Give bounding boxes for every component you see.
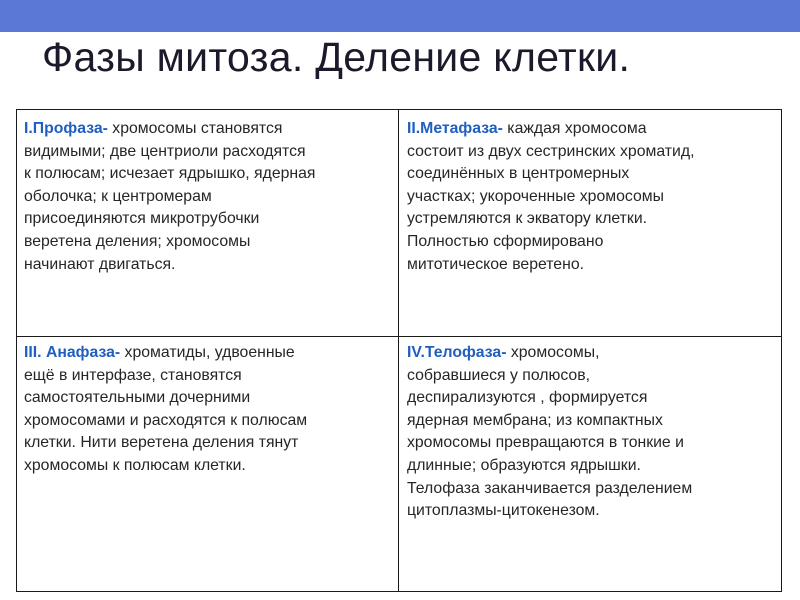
cell-line: начинают двигаться. <box>24 255 176 273</box>
table-column-divider <box>398 110 399 591</box>
cell-line: хромосомы, <box>506 344 600 361</box>
cell-line: хромосомами и расходятся к полюсам <box>24 411 308 429</box>
phase-label-metaphase: II.Метафаза- <box>407 120 503 137</box>
cell-line: собравшиеся у полюсов, <box>407 366 590 384</box>
cell-line: длинные; образуются ядрышки. <box>407 456 641 474</box>
top-accent-bar <box>0 0 800 32</box>
cell-line: хромосомы к полюсам клетки. <box>24 456 246 474</box>
cell-line: видимыми; две центриоли расходятся <box>24 142 306 160</box>
cell-line: деспирализуются , формируется <box>407 389 648 407</box>
cell-line: каждая хромосома <box>502 120 647 137</box>
cell-line: митотическое веретено. <box>407 255 584 273</box>
cell-line: веретена деления; хромосомы <box>24 232 251 250</box>
phase-label-prophase: I.Профаза- <box>24 120 108 137</box>
phase-label-anaphase: III. Анафаза- <box>24 344 121 361</box>
cell-metaphase <box>407 118 779 276</box>
cell-line: хромосомы превращаются в тонкие и <box>407 434 684 452</box>
cell-line: оболочка; к центромерам <box>24 187 212 205</box>
cell-line: хромосомы становятся <box>107 120 283 137</box>
cell-line: Телофаза заканчивается разделением <box>407 479 693 497</box>
cell-line: Полностью сформировано <box>407 232 604 250</box>
cell-line: ещё в интерфазе, становятся <box>24 366 242 384</box>
cell-line: ядерная мембрана; из компактных <box>407 411 663 429</box>
cell-prophase <box>24 118 394 276</box>
cell-anaphase <box>24 342 394 478</box>
cell-line: участках; укороченные хромосомы <box>407 187 664 205</box>
phase-label-telophase: IV.Телофаза- <box>407 344 507 361</box>
cell-line: соединённых в центромерных <box>407 165 630 183</box>
cell-line: клетки. Нити веретена деления тянут <box>24 434 299 452</box>
mitosis-phases-table <box>16 109 782 592</box>
cell-line: устремляются к экватору клетки. <box>407 210 648 228</box>
cell-line: состоит из двух сестринских хроматид, <box>407 142 695 160</box>
cell-line: цитоплазмы-цитокенезом. <box>407 502 600 520</box>
slide-title: Фазы митоза. Деление клетки. <box>42 34 631 80</box>
cell-line: присоединяются микротрубочки <box>24 210 260 228</box>
table-row-divider <box>17 336 781 337</box>
cell-line: самостоятельными дочерними <box>24 389 251 407</box>
cell-telophase <box>407 342 779 523</box>
cell-line: хроматиды, удвоенные <box>120 344 295 361</box>
cell-line: к полюсам; исчезает ядрышко, ядерная <box>24 165 316 183</box>
